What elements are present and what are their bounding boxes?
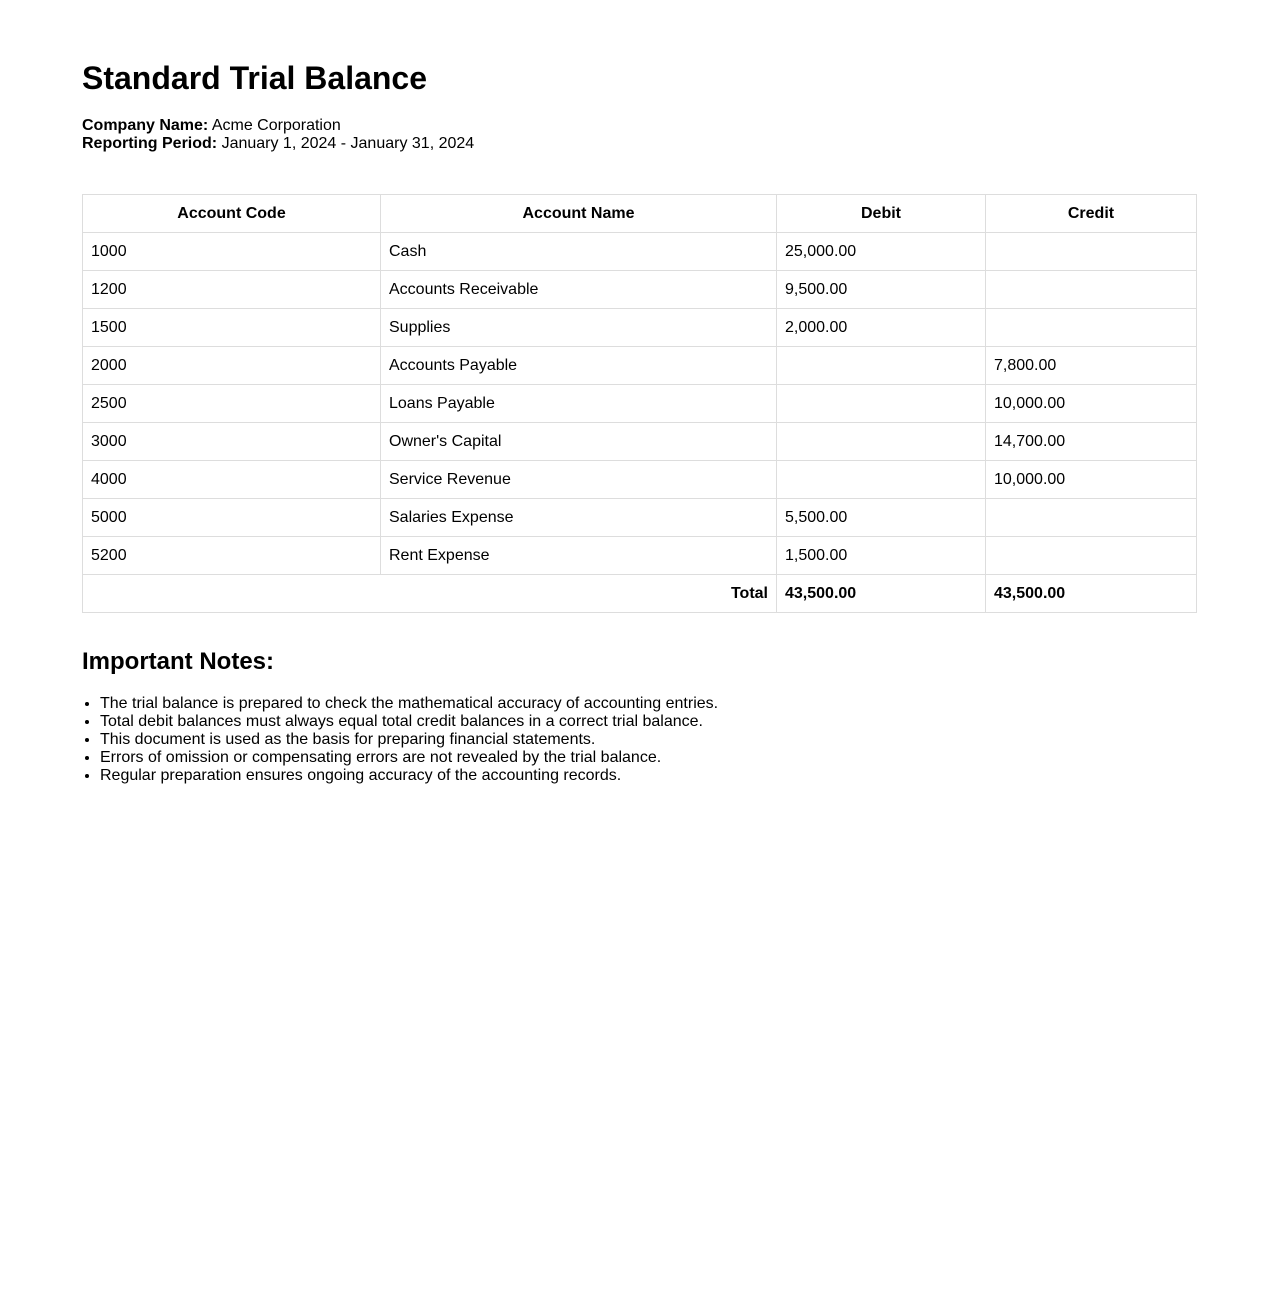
table-header-row	[83, 195, 1197, 233]
header-account-name: Account Name	[381, 195, 777, 233]
period-label: Reporting Period:	[82, 135, 218, 152]
document-meta	[82, 117, 474, 153]
cell-account-name: Accounts Receivable	[381, 271, 777, 309]
cell-account-code: 1000	[83, 233, 381, 271]
cell-account-code: 1500	[83, 309, 381, 347]
cell-debit	[777, 423, 986, 461]
company-value: Acme Corporation	[211, 117, 341, 134]
table-row	[83, 537, 1197, 575]
note-item: • Errors of omission or compensating errors are not revealed by the trial balance.	[100, 749, 718, 767]
cell-credit	[986, 271, 1197, 309]
header-debit: Debit	[777, 195, 986, 233]
note-item: • Regular preparation ensures ongoing accuracy of the accounting records.	[100, 767, 718, 785]
period-value: January 1, 2024 - January 31, 2024	[221, 135, 475, 152]
table-row	[83, 347, 1197, 385]
cell-account-code: 3000	[83, 423, 381, 461]
total-debit: 43,500.00	[777, 575, 986, 613]
trial-balance-table	[82, 194, 1197, 613]
table-row	[83, 423, 1197, 461]
cell-credit	[986, 309, 1197, 347]
cell-account-code: 2000	[83, 347, 381, 385]
company-label: Company Name:	[82, 117, 209, 134]
cell-debit: 5,500.00	[777, 499, 986, 537]
period-line	[82, 135, 474, 153]
cell-credit: 14,700.00	[986, 423, 1197, 461]
cell-account-code: 2500	[83, 385, 381, 423]
note-item: • The trial balance is prepared to check the mathematical accuracy of accounting entries.	[100, 695, 718, 713]
note-item: • This document is used as the basis for preparing financial statements.	[100, 731, 718, 749]
table-body	[83, 233, 1197, 575]
cell-credit: 7,800.00	[986, 347, 1197, 385]
cell-credit	[986, 499, 1197, 537]
header-account-code: Account Code	[83, 195, 381, 233]
table-row	[83, 309, 1197, 347]
cell-account-name: Supplies	[381, 309, 777, 347]
cell-account-name: Rent Expense	[381, 537, 777, 575]
notes-list	[82, 695, 718, 785]
cell-debit	[777, 385, 986, 423]
cell-credit	[986, 233, 1197, 271]
table-row	[83, 233, 1197, 271]
total-label: Total	[83, 575, 777, 613]
table-row	[83, 499, 1197, 537]
cell-account-name: Owner's Capital	[381, 423, 777, 461]
table-row	[83, 461, 1197, 499]
cell-account-name: Cash	[381, 233, 777, 271]
cell-debit: 2,000.00	[777, 309, 986, 347]
cell-account-code: 1200	[83, 271, 381, 309]
cell-debit: 9,500.00	[777, 271, 986, 309]
cell-credit: 10,000.00	[986, 385, 1197, 423]
cell-credit: 10,000.00	[986, 461, 1197, 499]
cell-account-name: Service Revenue	[381, 461, 777, 499]
total-row	[83, 575, 1197, 613]
table-row	[83, 385, 1197, 423]
page-title: Standard Trial Balance	[82, 60, 428, 96]
total-credit: 43,500.00	[986, 575, 1197, 613]
note-item: • Total debit balances must always equal total credit balances in a correct trial balance.	[100, 713, 718, 731]
cell-debit	[777, 461, 986, 499]
cell-debit	[777, 347, 986, 385]
header-credit: Credit	[986, 195, 1197, 233]
cell-credit	[986, 537, 1197, 575]
cell-account-name: Loans Payable	[381, 385, 777, 423]
cell-debit: 1,500.00	[777, 537, 986, 575]
cell-account-code: 5200	[83, 537, 381, 575]
cell-account-code: 5000	[83, 499, 381, 537]
table-row	[83, 271, 1197, 309]
cell-account-code: 4000	[83, 461, 381, 499]
cell-account-name: Salaries Expense	[381, 499, 777, 537]
notes-title: Important Notes:	[82, 648, 274, 675]
cell-account-name: Accounts Payable	[381, 347, 777, 385]
company-line	[82, 117, 474, 135]
cell-debit: 25,000.00	[777, 233, 986, 271]
